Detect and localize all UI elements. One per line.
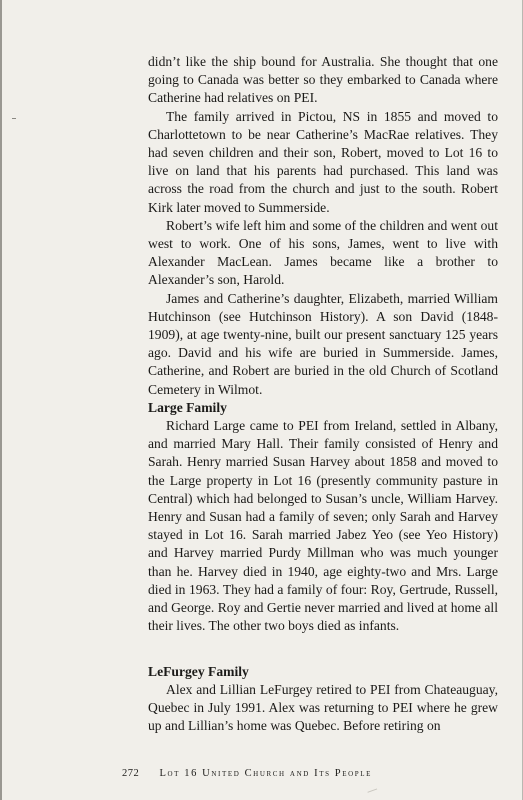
running-title: Lot 16 United Church and Its People — [159, 768, 373, 779]
paragraph: James and Catherine’s daughter, Elizabeth, married William Hutchinson (see Hutchinson History). A son David (1848-1909), at age twenty-nine, built our present sanctuary 125 years ago. David and his wife are buried in Summerside. James, Catherine, and Robert are buried in the old Church of Scotland Cemetery in Wilmot. — [148, 290, 498, 397]
paragraph: Robert’s wife left him and some of the children and went out west to work. One of his sons, James, went to live with Alexander MacLean. James became like a brother to Alexander’s son, Harold. — [148, 217, 498, 288]
paragraph: The family arrived in Pictou, NS in 1855 and moved to Charlottetown to be near Catherine’s MacRae relatives. They had seven children and their son, Robert, moved to Lot 16 to live on land that his parents had purchased. This land was across the road from the church and just to the south. Robert Kirk later moved to Summerside. — [148, 108, 498, 215]
paragraph-continued: didn’t like the ship bound for Australia. She thought that one going to Canada was better so they embarked to Canada where Catherine had relatives on PEI. — [148, 54, 498, 106]
section-heading-lefurgey-family: LeFurgey Family — [148, 663, 249, 679]
scan-smudge — [367, 788, 378, 796]
section-heading-large-family: Large Family — [148, 399, 227, 415]
page-number: 272 — [122, 768, 140, 779]
paragraph: Richard Large came to PEI from Ireland, settled in Albany, and married Mary Hall. Their family consisted of Henry and Sarah. Henry married Susan Harvey about 1858 and moved to the Large property in Lot 16 (presently community pasture in Central) which had belonged to Susan’s uncle, William Harvey. Henry and Susan had a family of seven; only Sarah and Harvey stayed in Lot 16. Sarah married Jabez Yeo (see Yeo History) and Harvey married Purdy Millman who was much younger than he. Harvey died in 1940, age eighty-two and Mrs. Large died in 1963. They had a family of four: Roy, Gertrude, Russell, and George. Roy and Gertie never married and lived at home all their lives. The other two boys died as infants. — [148, 418, 498, 634]
margin-mark — [12, 118, 16, 119]
page-footer — [122, 768, 512, 779]
body-text — [148, 53, 498, 735]
scan-left-edge — [0, 0, 2, 800]
paragraph: Alex and Lillian LeFurgey retired to PEI from Chateauguay, Quebec in July 1991. Alex was returning to PEI where he grew up and Lillian’s home was Quebec. Before retiring on — [148, 681, 498, 734]
